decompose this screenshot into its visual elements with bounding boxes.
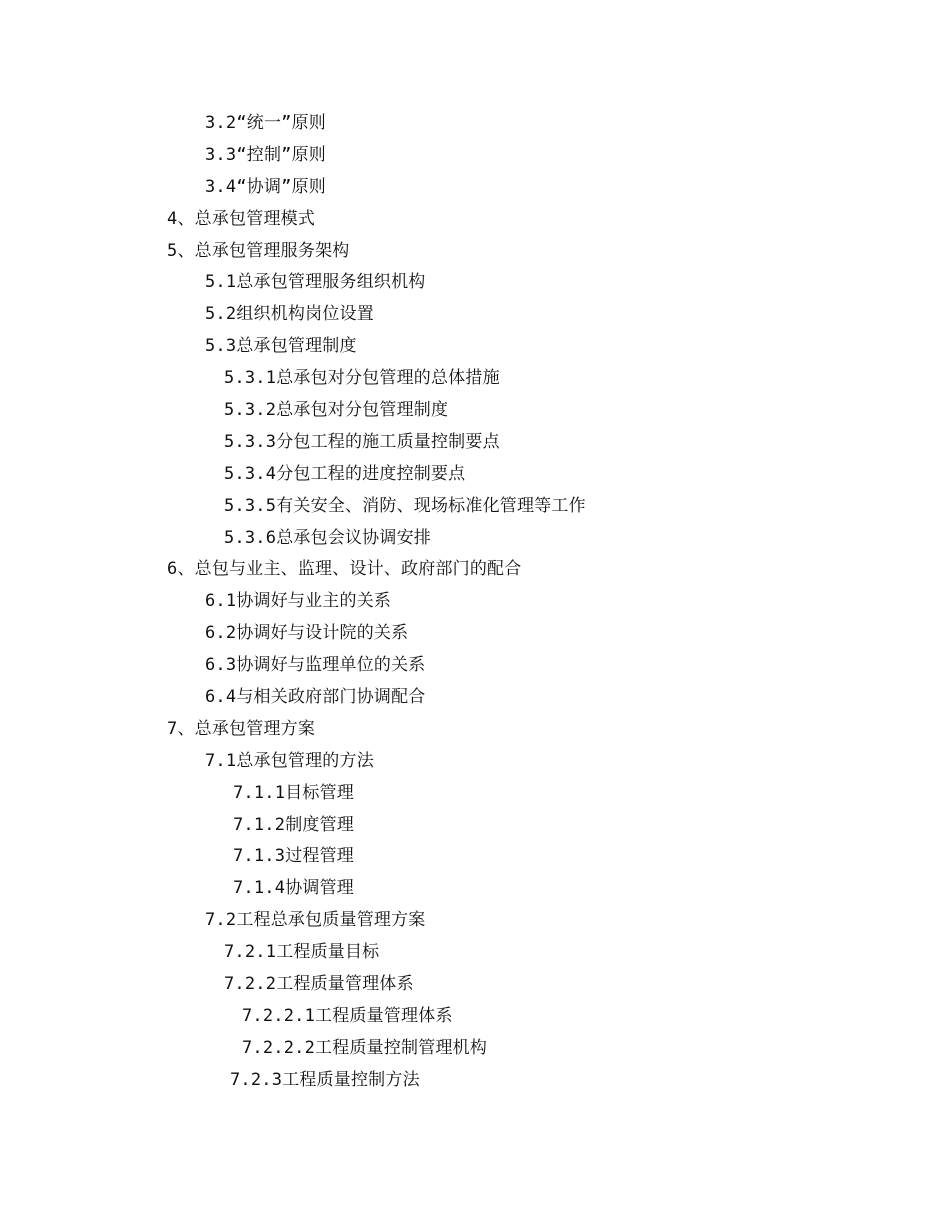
toc-entry-number: 5.3.6 — [224, 527, 277, 548]
toc-entry-title: 目标管理 — [285, 782, 354, 803]
toc-entry-title: “协调”原则 — [236, 176, 326, 197]
toc-entry — [0, 1065, 586, 1097]
toc-entry-number: 5.3.5 — [224, 495, 277, 516]
toc-entry-number: 5 — [167, 240, 178, 261]
toc-entry-title: 总承包对分包管理的总体措施 — [276, 368, 500, 389]
toc-entry-number: 3.2 — [205, 113, 237, 133]
toc-entry-number: 7.2 — [205, 910, 237, 931]
toc-entry-number: 6.4 — [205, 687, 237, 708]
toc-entry — [0, 841, 586, 873]
table-of-contents — [0, 108, 586, 1097]
toc-entry-number: 6.2 — [205, 623, 237, 644]
toc-entry-title: 组织机构岗位设置 — [236, 304, 374, 325]
toc-entry-separator: 、 — [177, 240, 195, 261]
toc-entry-number: 5.2 — [205, 304, 237, 325]
toc-entry — [0, 873, 586, 905]
toc-entry-number: 3.3 — [205, 144, 237, 165]
toc-entry-title: “统一”原则 — [236, 113, 326, 133]
toc-entry-title: 有关安全、消防、现场标准化管理等工作 — [276, 495, 586, 516]
toc-entry-number: 6.3 — [205, 655, 237, 676]
toc-entry-title: 总承包管理服务组织机构 — [236, 272, 426, 293]
toc-entry — [0, 491, 586, 523]
toc-entry — [0, 778, 586, 810]
toc-entry — [0, 236, 586, 268]
toc-entry — [0, 267, 586, 299]
toc-entry-title: “控制”原则 — [236, 144, 326, 165]
toc-entry — [0, 331, 586, 363]
toc-entry-title: 总包与业主、监理、设计、政府部门的配合 — [194, 559, 522, 580]
toc-entry-number: 5.3 — [205, 336, 237, 357]
toc-entry-title: 工程质量控制管理机构 — [315, 1037, 488, 1058]
toc-entry-title: 与相关政府部门协调配合 — [236, 687, 426, 708]
toc-entry-title: 工程质量目标 — [276, 942, 380, 963]
toc-entry — [0, 427, 586, 459]
toc-entry — [0, 172, 586, 204]
toc-entry — [0, 459, 586, 491]
toc-entry-title: 协调好与监理单位的关系 — [236, 655, 426, 676]
toc-entry-number: 7.2.1 — [224, 942, 277, 963]
toc-entry — [0, 618, 586, 650]
toc-entry-title: 总承包管理制度 — [236, 336, 357, 357]
toc-entry-number: 5.3.4 — [224, 463, 277, 484]
toc-entry — [0, 1001, 586, 1033]
toc-entry — [0, 682, 586, 714]
toc-entry-number: 5.3.1 — [224, 368, 277, 389]
toc-entry-title: 分包工程的进度控制要点 — [276, 463, 466, 484]
toc-entry-number: 7.1 — [205, 750, 237, 771]
toc-entry — [0, 586, 586, 618]
toc-entry — [0, 395, 586, 427]
toc-entry-number: 6.1 — [205, 591, 237, 612]
toc-entry-number: 7 — [167, 718, 178, 739]
toc-entry-separator: 、 — [177, 718, 195, 739]
toc-entry-title: 总承包对分包管理制度 — [276, 400, 449, 421]
toc-entry-title: 工程质量管理体系 — [276, 974, 414, 995]
toc-entry-number: 7.1.1 — [233, 782, 286, 803]
toc-entry — [0, 204, 586, 236]
toc-entry — [0, 746, 586, 778]
toc-entry-title: 制度管理 — [285, 814, 354, 835]
toc-entry-number: 7.2.2.2 — [242, 1037, 316, 1058]
toc-entry — [0, 363, 586, 395]
toc-entry-number: 7.2.2 — [224, 974, 277, 995]
toc-entry-number: 7.1.2 — [233, 814, 286, 835]
toc-entry — [0, 140, 586, 172]
toc-entry — [0, 108, 586, 140]
toc-entry-number: 7.2.3 — [230, 1069, 283, 1090]
toc-entry-number: 7.1.3 — [233, 846, 286, 867]
toc-entry-number: 4 — [167, 208, 178, 229]
toc-entry — [0, 810, 586, 842]
toc-entry-title: 分包工程的施工质量控制要点 — [276, 431, 500, 452]
toc-entry-title: 总承包管理模式 — [194, 208, 316, 229]
toc-entry-title: 工程质量控制方法 — [282, 1069, 420, 1090]
toc-entry-number: 7.1.4 — [233, 878, 286, 899]
toc-entry-number: 7.2.2.1 — [242, 1005, 316, 1026]
toc-entry — [0, 523, 586, 555]
toc-entry-title: 协调好与业主的关系 — [236, 591, 392, 612]
toc-entry — [0, 1033, 586, 1065]
toc-entry — [0, 714, 586, 746]
toc-entry — [0, 905, 586, 937]
toc-entry — [0, 969, 586, 1001]
toc-entry-number: 5.1 — [205, 272, 237, 293]
toc-entry-title: 协调管理 — [285, 878, 354, 899]
toc-entry-number: 6 — [167, 559, 178, 580]
toc-entry-title: 协调好与设计院的关系 — [236, 623, 409, 644]
toc-entry-title: 总承包会议协调安排 — [276, 527, 431, 548]
toc-entry-number: 5.3.3 — [224, 431, 277, 452]
toc-entry-number: 3.4 — [205, 176, 237, 197]
toc-entry-separator: 、 — [177, 208, 195, 229]
toc-entry — [0, 299, 586, 331]
toc-entry-title: 总承包管理服务架构 — [194, 240, 350, 261]
toc-entry-title: 工程质量管理体系 — [315, 1005, 453, 1026]
toc-entry-title: 工程总承包质量管理方案 — [236, 910, 426, 931]
toc-entry-title: 总承包管理的方法 — [236, 750, 374, 771]
toc-entry-number: 5.3.2 — [224, 400, 277, 421]
toc-entry — [0, 554, 586, 586]
toc-entry-title: 过程管理 — [285, 846, 354, 867]
toc-entry-title: 总承包管理方案 — [194, 718, 316, 739]
toc-entry — [0, 650, 586, 682]
toc-entry-separator: 、 — [177, 559, 195, 580]
toc-entry — [0, 937, 586, 969]
